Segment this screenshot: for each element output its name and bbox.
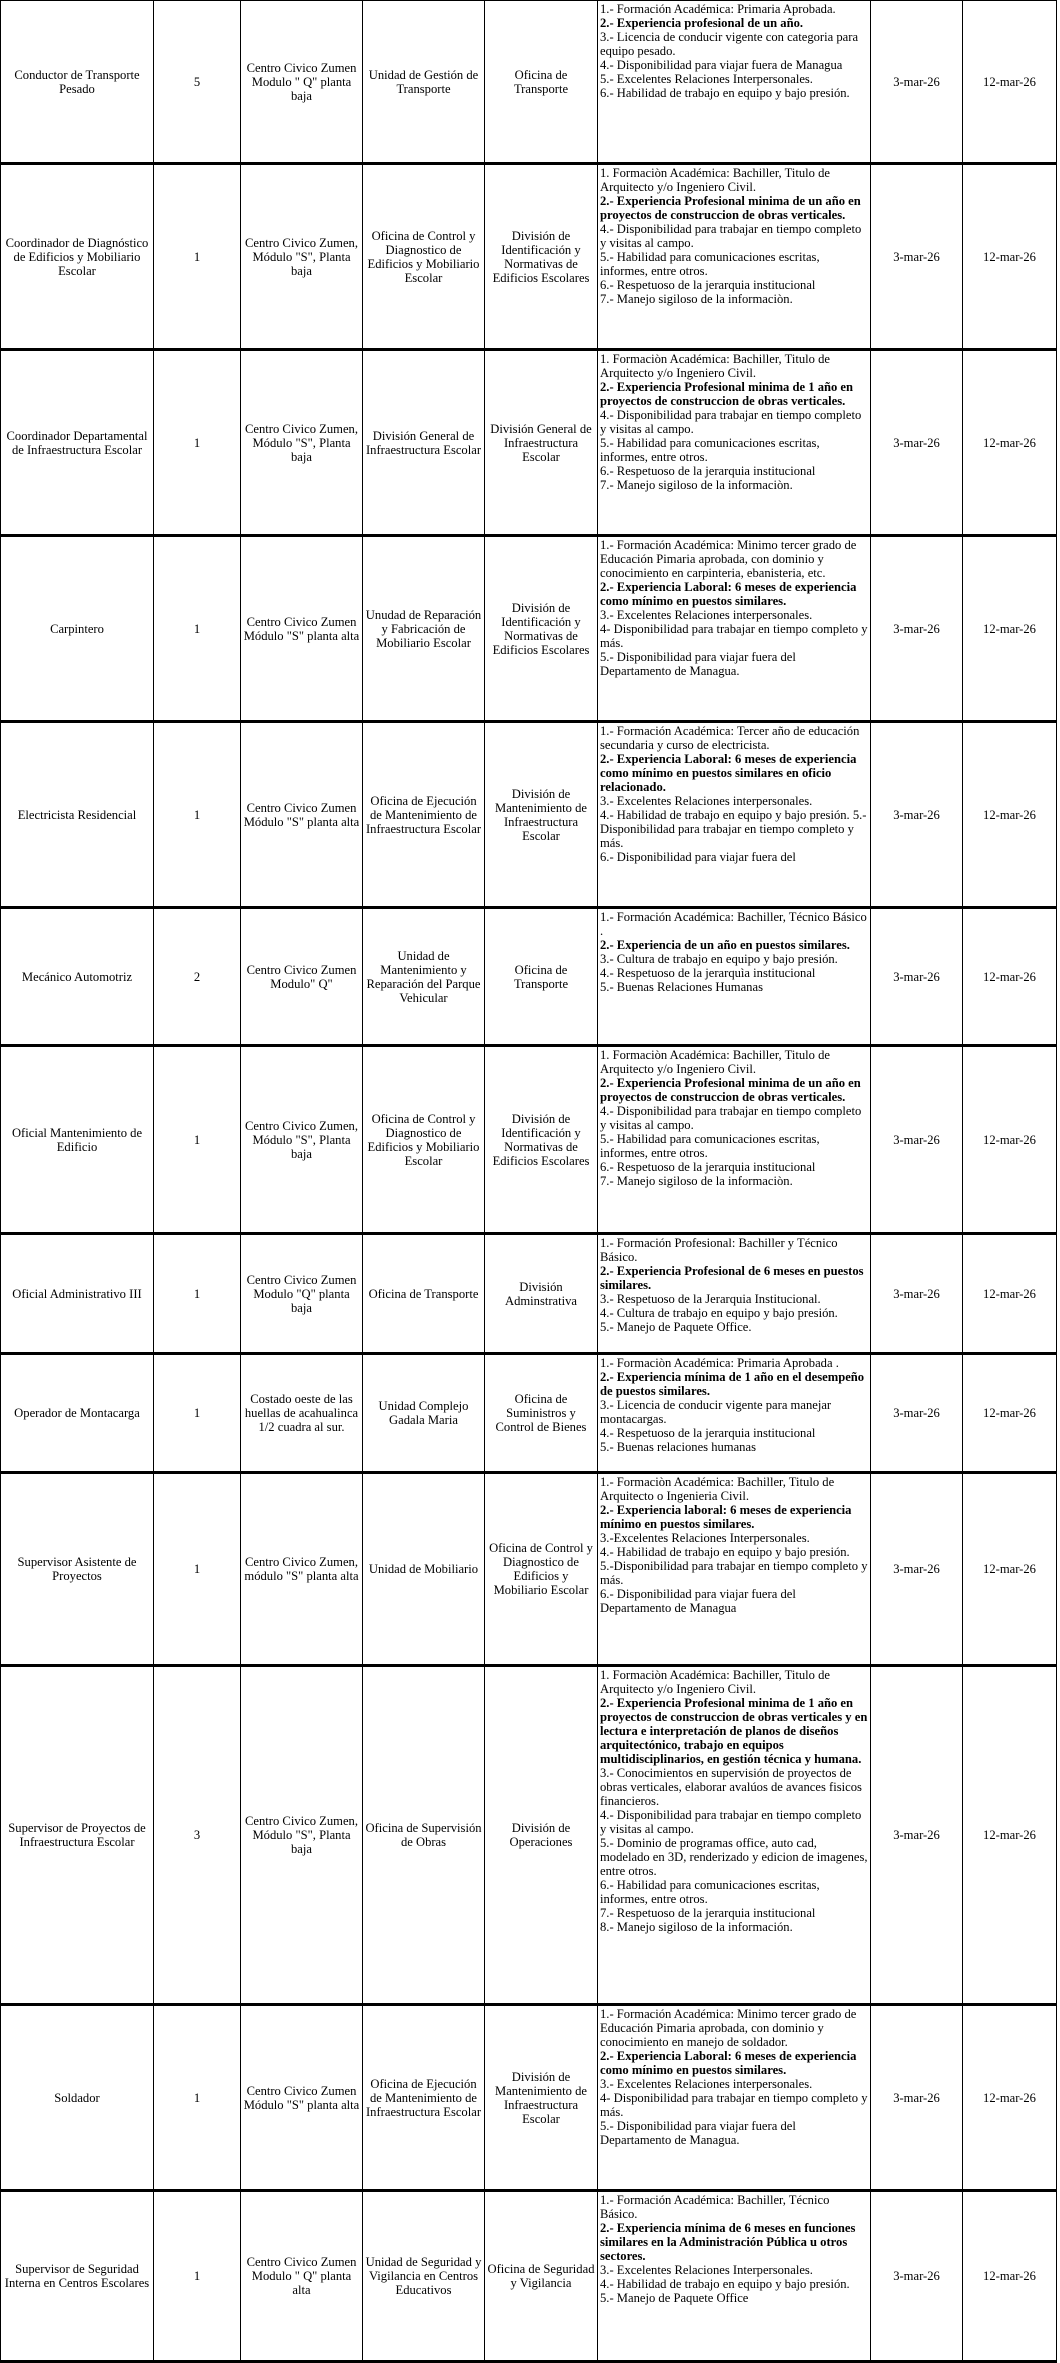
cell-plazas: 1 <box>154 536 241 722</box>
requirement-item: 4.- Disponibilidad para trabajar en tiempo completo y visitas al campo. <box>600 1103 862 1132</box>
cell-fecha-inicio: 3-mar-26 <box>871 2191 963 2362</box>
cell-unidad: Unidad Complejo Gadala Maria <box>363 1354 485 1473</box>
cell-fecha-cierre: 12-mar-26 <box>963 164 1057 350</box>
cell-fecha-inicio: 3-mar-26 <box>871 1234 963 1354</box>
table-row <box>1 908 1057 1046</box>
cell-puesto: Electricista Residencial <box>1 722 154 908</box>
cell-area: Oficina de Transporte <box>485 908 598 1046</box>
cell-area: División de Identificación y Normativas de Edificios Escolares <box>485 536 598 722</box>
requirement-item: 4.- Habilidad de trabajo en equipo y bajo presión. <box>600 1544 850 1559</box>
cell-requisitos <box>598 1234 871 1354</box>
cell-ubicacion: Centro Civico Zumen, Módulo "S", Planta baja <box>241 1666 363 2005</box>
cell-puesto: Mecánico Automotriz <box>1 908 154 1046</box>
requirement-item: 7.- Respetuoso de la jerarquia institucional <box>600 1905 816 1920</box>
requirement-item: 2.- Experiencia profesional de un año. <box>600 15 804 30</box>
requirement-item: 2.- Experiencia mínima de 6 meses en funciones similares en la Administración Pública u otros sectores. <box>600 2220 856 2263</box>
cell-area: División Adminstrativa <box>485 1234 598 1354</box>
cell-ubicacion: Centro Civico Zumen, Módulo "S", Planta baja <box>241 350 363 536</box>
requirements-list <box>600 1668 868 2003</box>
cell-fecha-cierre: 12-mar-26 <box>963 2191 1057 2362</box>
cell-fecha-cierre: 12-mar-26 <box>963 1 1057 164</box>
cell-fecha-inicio: 3-mar-26 <box>871 164 963 350</box>
requirements-list <box>600 1356 868 1471</box>
requirements-list <box>600 1236 868 1352</box>
requirement-item: 1. Formaciòn Académica: Bachiller, Titulo de Arquitecto y/o Ingeniero Civil. <box>600 351 830 380</box>
cell-unidad: Unidad de Mobiliario <box>363 1473 485 1666</box>
requirement-item: 3.- Licencia de conducir vigente para manejar montacargas. <box>600 1397 832 1426</box>
requirement-item: 2.- Experiencia Laboral: 6 meses de experiencia como mínimo en puestos similares en oficio relacionado. <box>600 751 857 794</box>
table-row <box>1 1 1057 164</box>
cell-plazas: 1 <box>154 722 241 908</box>
cell-fecha-cierre: 12-mar-26 <box>963 908 1057 1046</box>
requirement-item: 1.- Formaciòn Académica: Primaria Aprobada . <box>600 1355 839 1370</box>
requirement-item: 1.- Formación Académica: Primaria Aprobada. <box>600 1 836 16</box>
requirement-item: 1.- Formaciòn Académica: Bachiller, Titulo de Arquitecto o Ingenieria Civil. <box>600 1474 835 1503</box>
requirement-item: 8.- Manejo sigiloso de la información. <box>600 1919 793 1934</box>
requirement-item: 4.- Habilidad de trabajo en equipo y bajo presión. <box>600 2276 850 2291</box>
cell-fecha-cierre: 12-mar-26 <box>963 1473 1057 1666</box>
requirement-item: 3.- Cultura de trabajo en equipo y bajo presión. <box>600 951 838 966</box>
cell-area: Oficina de Suministros y Control de Bienes <box>485 1354 598 1473</box>
requirement-item: 4.- Cultura de trabajo en equipo y bajo presión. <box>600 1305 838 1320</box>
requirement-item: 6.- Respetuoso de la jerarquia institucional <box>600 277 816 292</box>
requirement-item: 5.- Habilidad para comunicaciones escritas, informes, entre otros. <box>600 1131 820 1160</box>
table-row <box>1 1473 1057 1666</box>
cell-puesto: Conductor de Transporte Pesado <box>1 1 154 164</box>
cell-requisitos <box>598 1046 871 1234</box>
cell-fecha-cierre: 12-mar-26 <box>963 536 1057 722</box>
table-row <box>1 2005 1057 2191</box>
cell-requisitos <box>598 2005 871 2191</box>
cell-puesto: Coordinador Departamental de Infraestructura Escolar <box>1 350 154 536</box>
cell-requisitos <box>598 722 871 908</box>
table-row <box>1 1234 1057 1354</box>
requirement-item: 7.- Manejo sigiloso de la informaciòn. <box>600 291 793 306</box>
table-row <box>1 164 1057 350</box>
cell-requisitos <box>598 908 871 1046</box>
requirement-item: 5.- Buenas relaciones humanas <box>600 1439 756 1454</box>
cell-area: División de Operaciones <box>485 1666 598 2005</box>
cell-ubicacion: Centro Civico Zumen Modulo " Q" planta alta <box>241 2191 363 2362</box>
requirement-item: 2.- Experiencia mínima de 1 año en el desempeño de puestos similares. <box>600 1369 865 1398</box>
cell-plazas: 2 <box>154 908 241 1046</box>
cell-requisitos <box>598 1473 871 1666</box>
requirement-item: 4- Disponibilidad para trabajar en tiempo completo y más. <box>600 621 868 650</box>
requirements-list <box>600 2193 868 2360</box>
requirement-item: 1.- Formación Académica: Minimo tercer grado de Educación Pimaria aprobada, con dominio y conocimiento en manejo de soldador. <box>600 2006 857 2049</box>
cell-requisitos <box>598 1666 871 2005</box>
requirement-item: 5.- Buenas Relaciones Humanas <box>600 979 763 994</box>
cell-fecha-inicio: 3-mar-26 <box>871 536 963 722</box>
table-row <box>1 722 1057 908</box>
cell-ubicacion: Costado oeste de las huellas de acahualinca 1/2 cuadra al sur. <box>241 1354 363 1473</box>
cell-fecha-cierre: 12-mar-26 <box>963 1046 1057 1234</box>
requirement-item: 3.- Excelentes Relaciones interpersonales. <box>600 607 813 622</box>
requirement-item: 7.- Manejo sigiloso de la informaciòn. <box>600 1173 793 1188</box>
requirement-item: 2.- Experiencia Profesional minima de un año en proyectos de construccion de obras verticales. <box>600 1075 861 1104</box>
cell-requisitos <box>598 350 871 536</box>
cell-fecha-inicio: 3-mar-26 <box>871 1046 963 1234</box>
cell-unidad: Oficina de Transporte <box>363 1234 485 1354</box>
requirement-item: 2.- Experiencia Laboral: 6 meses de experiencia como mínimo en puestos similares. <box>600 2048 857 2077</box>
cell-fecha-inicio: 3-mar-26 <box>871 1354 963 1473</box>
requirement-item: 4.- Respetuoso de la jerarquìa institucional <box>600 965 816 980</box>
requirements-list <box>600 166 868 348</box>
cell-fecha-cierre: 12-mar-26 <box>963 1666 1057 2005</box>
cell-fecha-inicio: 3-mar-26 <box>871 1 963 164</box>
requirement-item: 6.- Habilidad para comunicaciones escritas, informes, entre otros. <box>600 1877 820 1906</box>
table-row <box>1 1354 1057 1473</box>
requirement-item: 1.- Formación Académica: Bachiller, Técnico Básico. <box>600 2192 830 2221</box>
requirement-item: 5.- Habilidad para comunicaciones escritas, informes, entre otros. <box>600 249 820 278</box>
cell-unidad: Oficina de Ejecución de Mantenimiento de Infraestructura Escolar <box>363 722 485 908</box>
cell-ubicacion: Centro Civico Zumen Módulo "S" planta alta <box>241 722 363 908</box>
table-row <box>1 1046 1057 1234</box>
table-row <box>1 2191 1057 2362</box>
cell-area: División de Mantenimiento de Infraestructura Escolar <box>485 722 598 908</box>
requirement-item: 1.- Formación Académica: Tercer año de educación secundaria y curso de electricista. <box>600 723 860 752</box>
cell-plazas: 1 <box>154 350 241 536</box>
requirement-item: 2.- Experiencia Profesional minima de 1 año en proyectos de construccion de obras verticales y en lectura e interpretación de planos de diseños arquitectónico, trabajo en equipos multidisciplinarios, en gestión técnica y humana. <box>600 1695 868 1766</box>
cell-ubicacion: Centro Civico Zumen, Módulo "S", Planta baja <box>241 164 363 350</box>
cell-requisitos <box>598 536 871 722</box>
requirement-item: 4.- Disponibilidad para trabajar en tiempo completo y visitas al campo. <box>600 221 862 250</box>
requirement-item: 4.- Respetuoso de la jerarquia institucional <box>600 1425 816 1440</box>
requirement-item: 4.- Disponibilidad para trabajar en tiempo completo y visitas al campo. <box>600 407 862 436</box>
requirements-list <box>600 1475 868 1664</box>
requirement-item: 2.- Experiencia Profesional minima de 1 año en proyectos de construccion de obras verticales. <box>600 379 854 408</box>
requirement-item: 4.- Disponibilidad para viajar fuera de Managua <box>600 57 843 72</box>
cell-fecha-cierre: 12-mar-26 <box>963 350 1057 536</box>
cell-requisitos <box>598 1354 871 1473</box>
cell-ubicacion: Centro Civico Zumen Modulo " Q" planta baja <box>241 1 363 164</box>
requirement-item: 6.- Disponibilidad para viajar fuera del <box>600 849 796 864</box>
cell-unidad: Unidad de Seguridad y Vigilancia en Centros Educativos <box>363 2191 485 2362</box>
requirement-item: 1.- Formación Profesional: Bachiller y Técnico Básico. <box>600 1235 838 1264</box>
requirement-item: 5.- Disponibilidad para viajar fuera del Departamento de Managua. <box>600 649 796 678</box>
table-body <box>1 1 1057 2362</box>
cell-area: División de Identificación y Normativas de Edificios Escolares <box>485 164 598 350</box>
requirement-item: 2.- Experiencia Laboral: 6 meses de experiencia como mínimo en puestos similares. <box>600 579 857 608</box>
requirement-item: 2.- Experiencia de un año en puestos similares. <box>600 937 850 952</box>
cell-ubicacion: Centro Civico Zumen Módulo "S" planta alta <box>241 536 363 722</box>
cell-area: Oficina de Control y Diagnostico de Edificios y Mobiliario Escolar <box>485 1473 598 1666</box>
cell-unidad: Oficina de Control y Diagnostico de Edificios y Mobiliario Escolar <box>363 1046 485 1234</box>
cell-unidad: Unidad de Mantenimiento y Reparación del Parque Vehicular <box>363 908 485 1046</box>
requirements-list <box>600 1048 868 1232</box>
cell-area: División de Identificación y Normativas de Edificios Escolares <box>485 1046 598 1234</box>
requirement-item: 3.- Respetuoso de la Jerarquia Institucional. <box>600 1291 821 1306</box>
cell-fecha-inicio: 3-mar-26 <box>871 1666 963 2005</box>
cell-puesto: Operador de Montacarga <box>1 1354 154 1473</box>
cell-ubicacion: Centro Civico Zumen Modulo" Q" <box>241 908 363 1046</box>
cell-plazas: 1 <box>154 2005 241 2191</box>
requirement-item: 3.- Excelentes Relaciones Interpersonales. <box>600 2262 813 2277</box>
requirements-list <box>600 352 868 534</box>
cell-ubicacion: Centro Civico Zumen Modulo "Q" planta baja <box>241 1234 363 1354</box>
cell-plazas: 1 <box>154 164 241 350</box>
cell-fecha-cierre: 12-mar-26 <box>963 1354 1057 1473</box>
table-row <box>1 1666 1057 2005</box>
cell-unidad: División General de Infraestructura Escolar <box>363 350 485 536</box>
cell-fecha-inicio: 3-mar-26 <box>871 722 963 908</box>
cell-unidad: Unidad de Gestión de Transporte <box>363 1 485 164</box>
requirement-item: 5.- Dominio de programas office, auto cad, modelado en 3D, renderizado y edicion de imagenes, entre otros. <box>600 1835 868 1878</box>
cell-ubicacion: Centro Civico Zumen, módulo "S" planta alta <box>241 1473 363 1666</box>
requirement-item: 3.- Excelentes Relaciones interpersonales. <box>600 793 813 808</box>
cell-puesto: Supervisor de Proyectos de Infraestructura Escolar <box>1 1666 154 2005</box>
cell-puesto: Supervisor Asistente de Proyectos <box>1 1473 154 1666</box>
requirement-item: 1.- Formación Académica: Bachiller, Técnico Básico . <box>600 909 867 938</box>
cell-area: División de Mantenimiento de Infraestructura Escolar <box>485 2005 598 2191</box>
cell-unidad: Oficina de Supervisión de Obras <box>363 1666 485 2005</box>
cell-fecha-cierre: 12-mar-26 <box>963 2005 1057 2191</box>
cell-puesto: Soldador <box>1 2005 154 2191</box>
cell-plazas: 3 <box>154 1666 241 2005</box>
cell-plazas: 1 <box>154 1354 241 1473</box>
requirement-item: 5.- Manejo de Paquete Office. <box>600 1319 752 1334</box>
table-row <box>1 350 1057 536</box>
cell-fecha-inicio: 3-mar-26 <box>871 2005 963 2191</box>
requirement-item: 5.- Excelentes Relaciones Interpersonales. <box>600 71 813 86</box>
requirements-list <box>600 910 868 1044</box>
requirement-item: 2.- Experiencia Profesional minima de un año en proyectos de construccion de obras verticales. <box>600 193 861 222</box>
cell-requisitos <box>598 164 871 350</box>
cell-puesto: Supervisor de Seguridad Interna en Centros Escolares <box>1 2191 154 2362</box>
requirement-item: 4.- Habilidad de trabajo en equipo y bajo presión. 5.- Disponibilidad para trabajar en tiempo completo y más. <box>600 807 867 850</box>
requirement-item: 3.- Conocimientos en supervisión de proyectos de obras verticales, elaborar avalúos de avances fisicos financieros. <box>600 1765 862 1808</box>
requirement-item: 4- Disponibilidad para trabajar en tiempo completo y más. <box>600 2090 868 2119</box>
requirement-item: 3.-Excelentes Relaciones Interpersonales. <box>600 1530 810 1545</box>
requirement-item: 1. Formaciòn Académica: Bachiller, Titulo de Arquitecto y/o Ingeniero Civil. <box>600 1047 830 1076</box>
cell-puesto: Coordinador de Diagnóstico de Edificios y Mobiliario Escolar <box>1 164 154 350</box>
cell-puesto: Oficial Mantenimiento de Edificio <box>1 1046 154 1234</box>
cell-plazas: 1 <box>154 2191 241 2362</box>
requirement-item: 6.- Habilidad de trabajo en equipo y bajo presión. <box>600 85 850 100</box>
cell-fecha-inicio: 3-mar-26 <box>871 1473 963 1666</box>
requirement-item: 3.- Excelentes Relaciones interpersonales. <box>600 2076 813 2091</box>
requirement-item: 5.- Disponibilidad para viajar fuera del Departamento de Managua. <box>600 2118 796 2147</box>
cell-requisitos <box>598 1 871 164</box>
requirements-list <box>600 2 868 162</box>
requirements-list <box>600 2007 868 2189</box>
table-row <box>1 536 1057 722</box>
requirement-item: 7.- Manejo sigiloso de la informaciòn. <box>600 477 793 492</box>
cell-puesto: Carpintero <box>1 536 154 722</box>
cell-area: Oficina de Transporte <box>485 1 598 164</box>
cell-unidad: Oficina de Ejecución de Mantenimiento de Infraestructura Escolar <box>363 2005 485 2191</box>
requirements-list <box>600 538 868 720</box>
requirement-item: 1. Formaciòn Académica: Bachiller, Titulo de Arquitecto y/o Ingeniero Civil. <box>600 165 830 194</box>
requirement-item: 6.- Respetuoso de la jerarquia institucional <box>600 463 816 478</box>
requirement-item: 5.-Disponibilidad para trabajar en tiempo completo y más. <box>600 1558 868 1587</box>
cell-requisitos <box>598 2191 871 2362</box>
requirement-item: 1. Formaciòn Académica: Bachiller, Titulo de Arquitecto y/o Ingeniero Civil. <box>600 1667 830 1696</box>
requirements-list <box>600 724 868 906</box>
cell-fecha-inicio: 3-mar-26 <box>871 908 963 1046</box>
requirement-item: 5.- Habilidad para comunicaciones escritas, informes, entre otros. <box>600 435 820 464</box>
cell-area: Oficina de Seguridad y Vigilancia <box>485 2191 598 2362</box>
cell-ubicacion: Centro Civico Zumen, Módulo "S", Planta baja <box>241 1046 363 1234</box>
cell-unidad: Unudad de Reparación y Fabricación de Mobiliario Escolar <box>363 536 485 722</box>
requirement-item: 5.- Manejo de Paquete Office <box>600 2290 749 2305</box>
requirement-item: 4.- Disponibilidad para trabajar en tiempo completo y visitas al campo. <box>600 1807 862 1836</box>
requirement-item: 2.- Experiencia Profesional de 6 meses en puestos similares. <box>600 1263 864 1292</box>
requirement-item: 3.- Licencia de conducir vigente con categoria para equipo pesado. <box>600 29 859 58</box>
cell-fecha-cierre: 12-mar-26 <box>963 722 1057 908</box>
requirement-item: 6.- Respetuoso de la jerarquia institucional <box>600 1159 816 1174</box>
cell-fecha-cierre: 12-mar-26 <box>963 1234 1057 1354</box>
cell-fecha-inicio: 3-mar-26 <box>871 350 963 536</box>
cell-ubicacion: Centro Civico Zumen Módulo "S" planta alta <box>241 2005 363 2191</box>
cell-plazas: 1 <box>154 1473 241 1666</box>
cell-plazas: 1 <box>154 1046 241 1234</box>
requirement-item: 1.- Formación Académica: Minimo tercer grado de Educación Pimaria aprobada, con dominio y conocimiento en carpinteria, ebanisteria, etc. <box>600 537 857 580</box>
cell-plazas: 1 <box>154 1234 241 1354</box>
cell-unidad: Oficina de Control y Diagnostico de Edificios y Mobiliario Escolar <box>363 164 485 350</box>
requirement-item: 6.- Disponibilidad para viajar fuera del Departamento de Managua <box>600 1586 796 1615</box>
requirement-item: 2.- Experiencia laboral: 6 meses de experiencia mínimo en puestos similares. <box>600 1502 852 1531</box>
cell-area: División General de Infraestructura Escolar <box>485 350 598 536</box>
cell-plazas: 5 <box>154 1 241 164</box>
cell-puesto: Oficial Administrativo III <box>1 1234 154 1354</box>
